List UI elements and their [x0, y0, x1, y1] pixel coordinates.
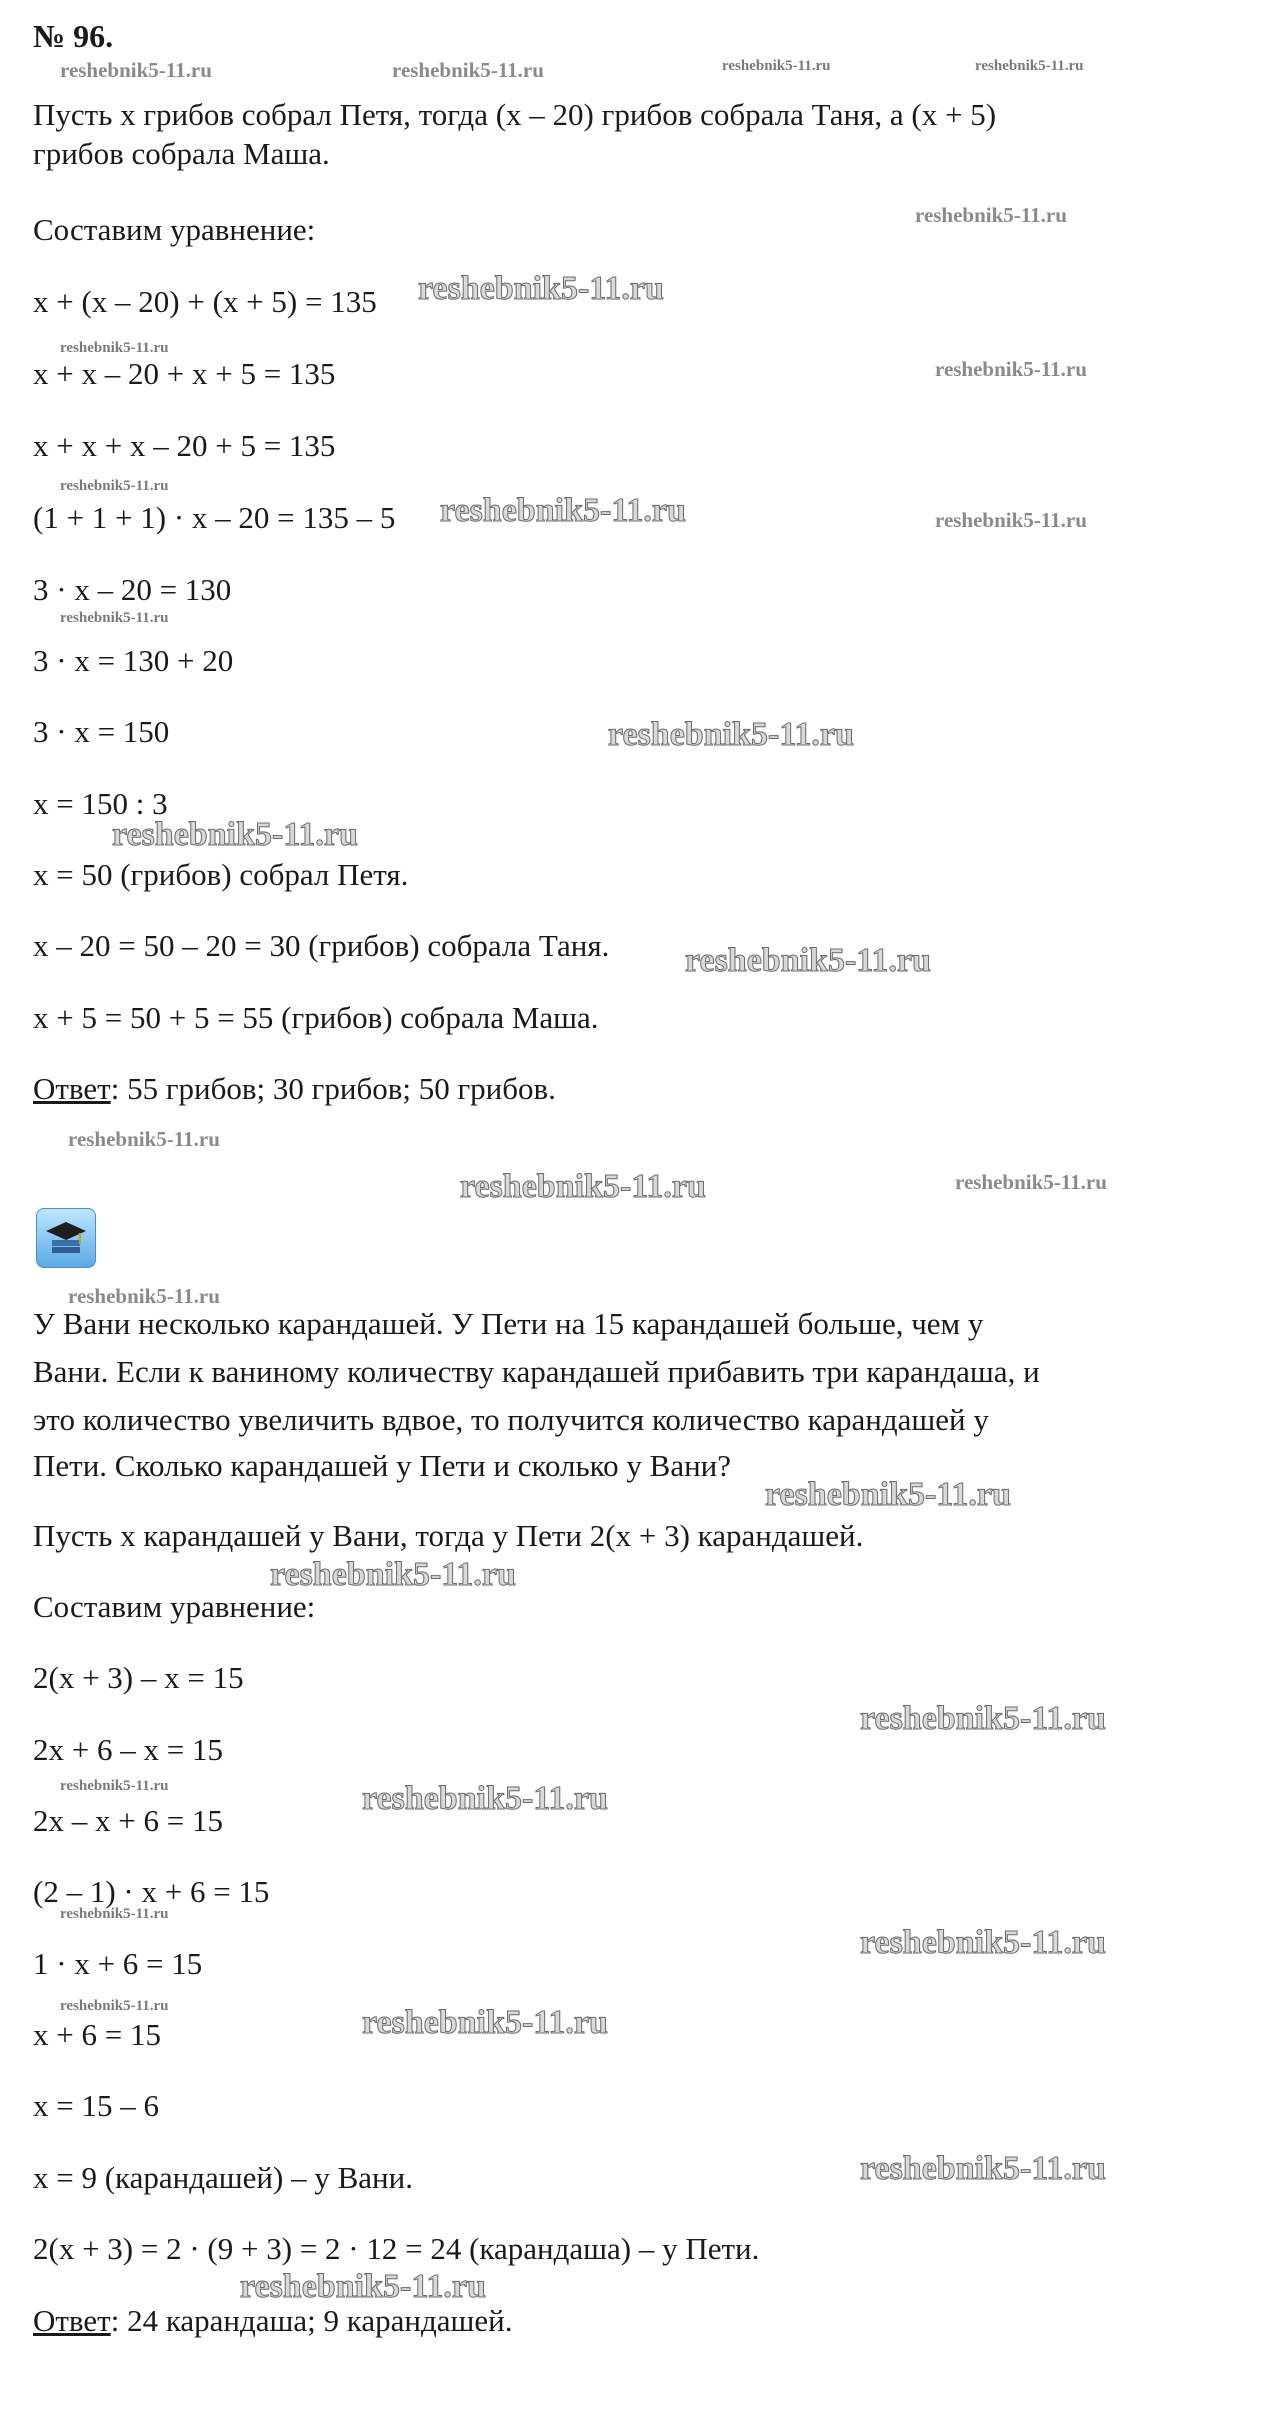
watermark: reshebnik5-11.ru [240, 2268, 486, 2305]
watermark: reshebnik5-11.ru [418, 270, 664, 307]
intro-line: Пусть х карандашей у Вани, тогда у Пети 2(х + 3) карандашей. [33, 1518, 864, 1553]
watermark: reshebnik5-11.ru [975, 58, 1084, 74]
task-line: Пети. Сколько карандашей у Пети и сколько у Вани? [33, 1448, 732, 1483]
watermark: reshebnik5-11.ru [68, 1284, 220, 1308]
equation-line: (2 – 1) · х + 6 = 15 [33, 1874, 270, 1909]
watermark: reshebnik5-11.ru [935, 508, 1087, 532]
answer-label: Ответ [33, 2303, 111, 2338]
equation-line: х = 150 : 3 [33, 786, 168, 821]
compose-heading: Составим уравнение: [33, 212, 316, 247]
equation-line: 3 · х – 20 = 130 [33, 572, 232, 607]
equation-line: х + 6 = 15 [33, 2017, 161, 2052]
answer-label: Ответ [33, 1071, 111, 1106]
watermark: reshebnik5-11.ru [722, 58, 831, 74]
equation-line: 2(х + 3) = 2 · (9 + 3) = 2 · 12 = 24 (карандаша) – у Пети. [33, 2231, 760, 2266]
equation-line: 2(х + 3) – х = 15 [33, 1660, 244, 1695]
equation-line: х + 5 = 50 + 5 = 55 (грибов) собрала Маша. [33, 1000, 599, 1035]
watermark: reshebnik5-11.ru [685, 942, 931, 979]
watermark: reshebnik5-11.ru [362, 1780, 608, 1817]
watermark: reshebnik5-11.ru [270, 1556, 516, 1593]
watermark: reshebnik5-11.ru [60, 610, 169, 626]
watermark: reshebnik5-11.ru [860, 1924, 1106, 1961]
equation-line: 2х – х + 6 = 15 [33, 1803, 223, 1838]
equation-line: х = 15 – 6 [33, 2088, 159, 2123]
watermark: reshebnik5-11.ru [60, 478, 169, 494]
graduation-cap-icon [36, 1208, 96, 1268]
watermark: reshebnik5-11.ru [362, 2004, 608, 2041]
watermark: reshebnik5-11.ru [860, 1700, 1106, 1737]
intro-line-2: грибов собрала Маша. [33, 136, 330, 171]
task-line: Вани. Если к ваниному количеству карандашей прибавить три карандаша, и [33, 1354, 1040, 1389]
equation-line: х + х – 20 + х + 5 = 135 [33, 356, 336, 391]
problem-number: № 96. [33, 18, 114, 54]
task-line: это количество увеличить вдвое, то получится количество карандашей у [33, 1402, 989, 1437]
equation-line: х – 20 = 50 – 20 = 30 (грибов) собрала Таня. [33, 928, 610, 963]
watermark: reshebnik5-11.ru [860, 2150, 1106, 2187]
equation-line: 2х + 6 – х = 15 [33, 1732, 223, 1767]
watermark: reshebnik5-11.ru [608, 716, 854, 753]
watermark: reshebnik5-11.ru [440, 492, 686, 529]
watermark: reshebnik5-11.ru [955, 1170, 1107, 1194]
watermark: reshebnik5-11.ru [460, 1168, 706, 1205]
task-line: У Вани несколько карандашей. У Пети на 15 карандашей больше, чем у [33, 1306, 984, 1341]
compose-heading: Составим уравнение: [33, 1589, 316, 1624]
watermark: reshebnik5-11.ru [60, 1998, 169, 2014]
equation-line: 3 · х = 130 + 20 [33, 643, 234, 678]
watermark: reshebnik5-11.ru [765, 1476, 1011, 1513]
watermark: reshebnik5-11.ru [60, 1906, 169, 1922]
equation-line: 1 · х + 6 = 15 [33, 1946, 203, 1981]
equation-line: х + х + х – 20 + 5 = 135 [33, 428, 336, 463]
answer-line [33, 1069, 556, 1109]
watermark: reshebnik5-11.ru [935, 357, 1087, 381]
watermark: reshebnik5-11.ru [915, 203, 1067, 227]
equation-line: х + (х – 20) + (х + 5) = 135 [33, 284, 377, 319]
watermark: reshebnik5-11.ru [60, 58, 212, 82]
answer-text: : 24 карандаша; 9 карандашей. [110, 2303, 513, 2338]
equation-line: (1 + 1 + 1) · х – 20 = 135 – 5 [33, 500, 396, 535]
watermark: reshebnik5-11.ru [112, 816, 358, 853]
equation-line: 3 · х = 150 [33, 714, 170, 749]
answer-text: : 55 грибов; 30 грибов; 50 грибов. [110, 1071, 556, 1106]
equation-line: х = 9 (карандашей) – у Вани. [33, 2160, 413, 2195]
watermark: reshebnik5-11.ru [392, 58, 544, 82]
watermark: reshebnik5-11.ru [60, 1778, 169, 1794]
equation-line: х = 50 (грибов) собрал Петя. [33, 857, 409, 892]
answer-line [33, 2301, 513, 2341]
intro-line-1: Пусть х грибов собрал Петя, тогда (х – 20) грибов собрала Таня, а (х + 5) [33, 97, 997, 132]
watermark: reshebnik5-11.ru [60, 340, 169, 356]
watermark: reshebnik5-11.ru [68, 1127, 220, 1151]
